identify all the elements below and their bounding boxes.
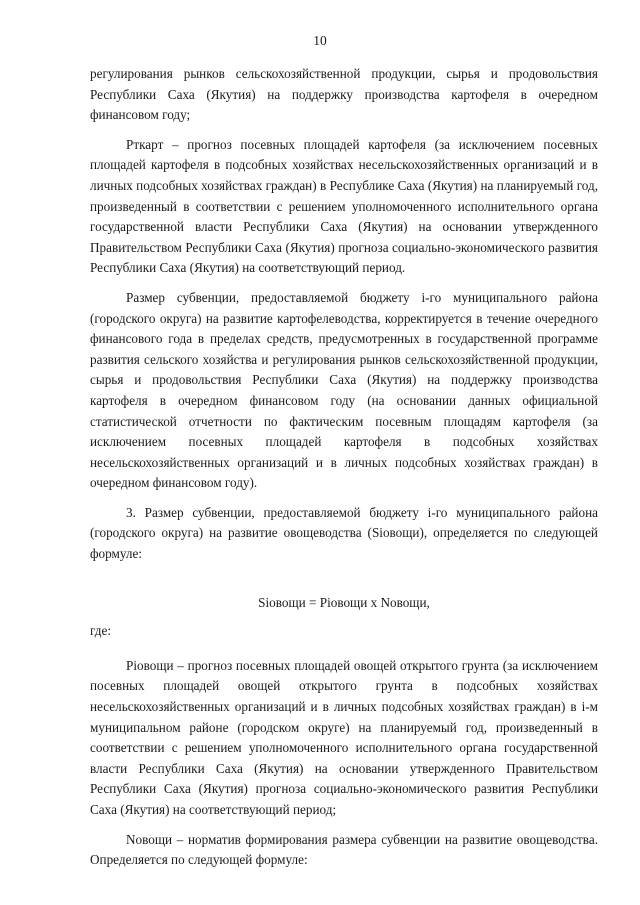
where-label: где: <box>90 623 111 639</box>
document-body <box>90 64 598 871</box>
paragraph-novoschi-definition: Nовощи – норматив формирования размера субвенции на развитие овощеводства. Определяется по следующей формуле: <box>90 831 598 868</box>
paragraph-piovoschi-definition: Piовощи – прогноз посевных площадей овощей открытого грунта (за исключением посевных площадей овощей открытого грунта в подсобных хозяйствах несельскохозяйственных организаций и в личных подсобных хозяйствах граждан) в i-м муниципальном районе (городском округе) на планируемый год, произведенный в соответствии с решением уполномоченного исполнительного органа государственной власти Республики Саха (Якутия) на основании утвержденного Правительством Республики Саха (Якутия) прогноза социально-экономического развития Республики Саха (Якутия) на соответствующий период; <box>90 657 598 817</box>
paragraph-rtkart-definition: Рткарт – прогноз посевных площадей картофеля (за исключением посевных площадей картофеля в подсобных хозяйствах несельскохозяйственных организаций и в личных подсобных хозяйствах граждан) в Республике Саха (Якутия) на планируемый год, произведенный в соответствии с решением уполномоченного исполнительного органа государственной власти Республики Саха (Якутия) на основании утвержденного Правительством Республики Саха (Якутия) прогноза социально-экономического развития Республики Саха (Якутия) на соответствующий период. <box>90 136 598 276</box>
paragraph-continuation: регулирования рынков сельскохозяйственной продукции, сырья и продовольствия Республики Саха (Якутия) на поддержку производства картофеля в очередном финансовом году; <box>90 66 598 123</box>
paragraph-vegetable-subvention: 3. Размер субвенции, предоставляемой бюджету i-го муниципального района (городского округа) на развитие овощеводства (Siовощи), определяется по следующей формуле: <box>90 504 598 562</box>
formula-vegetables: Siовощи = Piовощи х Nовощи, <box>258 594 430 610</box>
page-number: 10 <box>313 33 327 48</box>
paragraph-subvention-adjustment: Размер субвенции, предоставляемой бюджету i-го муниципального района (городского округа) на развитие картофелеводства, корректируется в течение очередного финансового года в пределах средств, предусмотренных в государственной программе развития сельского хозяйства и регулирования рынков сельскохозяйственной продукции, сырья и продовольствия Республики Саха (Якутия) на поддержку производства картофеля в очередном финансовом году (на основании данных официальной статистической отчетности по фактическим посевным площадям картофеля (за исключением посевных площадей картофеля в подсобных хозяйствах несельскохозяйственных организаций и в личных подсобных хозяйствах граждан) в очередном финансовом году). <box>90 289 598 491</box>
